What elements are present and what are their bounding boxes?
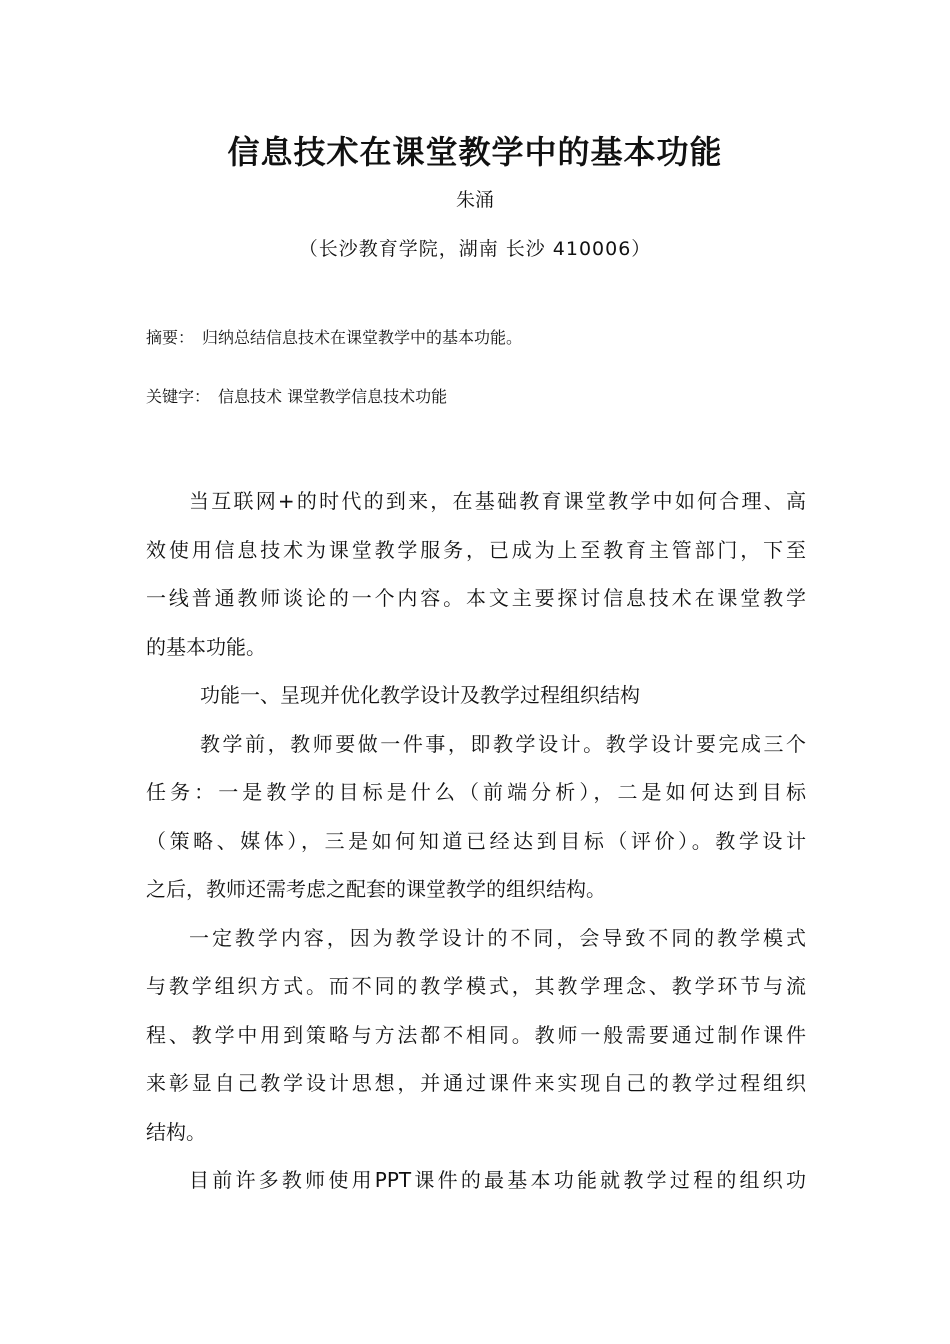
abstract-text: 归纳总结信息技术在课堂教学中的基本功能。 [202,328,523,347]
text-line: 结构。 [146,1119,206,1144]
body-text [146,477,806,1205]
keywords-label: 关键字： [146,387,211,406]
abstract [146,326,522,350]
text-line: 目前许多教师使用PPT课件的最基本功能就教学过程的组织功 [189,1168,806,1192]
keywords [146,385,447,409]
text-line: 的基本功能。 [146,634,266,659]
text-line: 之后，教师还需考虑之配套的课堂教学的组织结构。 [146,877,606,901]
keywords-text: 信息技术 课堂教学信息技术功能 [218,387,448,406]
text-line: 教学前，教师要做一件事，即教学设计。教学设计要完成三个 [200,731,806,756]
text-line: 任务：一是教学的目标是什么（前端分析），二是如何达到目标 [146,780,806,804]
abstract-label: 摘要： [146,328,195,347]
text-line: 来彰显自己教学设计思想，并通过课件来实现自己的教学过程组织 [146,1071,806,1095]
text-line: 与教学组织方式。而不同的教学模式，其教学理念、教学环节与流 [146,974,806,998]
author-name: 朱涌 [455,189,494,211]
text-line: 一线普通教师谈论的一个内容。本文主要探讨信息技术在课堂教学 [146,586,806,610]
text-line: （策略、媒体），三是如何知道已经达到目标（评价）。教学设计 [146,828,806,853]
author-affiliation: （长沙教育学院，湖南 长沙 410006） [298,238,652,260]
text-line: 效使用信息技术为课堂教学服务，已成为上至教育主管部门，下至 [146,537,806,562]
section-heading: 功能一、呈现并优化教学设计及教学过程组织结构 [200,683,640,707]
text-line: 程、教学中用到策略与方法都不相同。教师一般需要通过制作课件 [146,1022,806,1047]
text-line: 一定教学内容，因为教学设计的不同，会导致不同的教学模式 [189,925,806,950]
document-title: 信息技术在课堂教学中的基本功能 [227,133,723,171]
text-line: 当互联网+的时代的到来，在基础教育课堂教学中如何合理、高 [189,489,806,513]
